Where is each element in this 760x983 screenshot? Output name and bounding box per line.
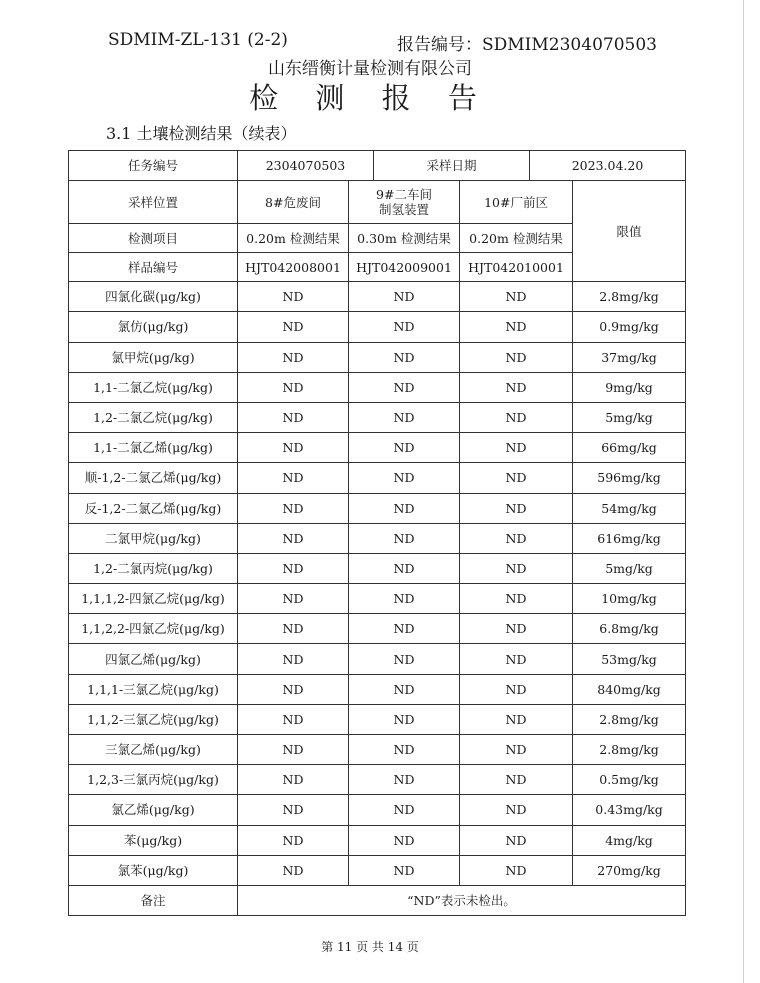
result-location-2: ND <box>349 855 460 885</box>
table-row <box>69 553 686 583</box>
limit-label: 限值 <box>573 181 686 282</box>
result-location-1: ND <box>238 765 349 795</box>
limit-value: 270mg/kg <box>573 855 686 885</box>
table-row <box>69 463 686 493</box>
remark-label: 备注 <box>69 885 238 915</box>
report-number: 报告编号：SDMIM2304070503 <box>397 35 657 55</box>
limit-value: 0.43mg/kg <box>573 795 686 825</box>
table-row <box>69 795 686 825</box>
analyte-name: 顺-1,2-二氯乙烯(μg/kg) <box>69 463 238 493</box>
result-location-3: ND <box>460 825 573 855</box>
report-title: 检 测 报 告 <box>249 81 491 115</box>
analyte-name: 四氯化碳(μg/kg) <box>69 282 238 312</box>
result-location-2: ND <box>349 765 460 795</box>
result-location-3: ND <box>460 463 573 493</box>
analyte-name: 1,1,1,2-四氯乙烷(μg/kg) <box>69 584 238 614</box>
result-location-1: ND <box>238 463 349 493</box>
table-row <box>69 735 686 765</box>
table-row <box>69 402 686 432</box>
table-row <box>69 584 686 614</box>
analyte-name: 1,2-二氯丙烷(μg/kg) <box>69 553 238 583</box>
result-location-1: ND <box>238 704 349 734</box>
limit-value: 0.5mg/kg <box>573 765 686 795</box>
limit-value: 6.8mg/kg <box>573 614 686 644</box>
depth-3: 0.20m 检测结果 <box>460 224 573 253</box>
result-location-1: ND <box>238 644 349 674</box>
sample-date-value: 2023.04.20 <box>530 151 686 181</box>
depth-2: 0.30m 检测结果 <box>349 224 460 253</box>
task-no-label: 任务编号 <box>69 151 238 181</box>
analyte-name: 氯乙烯(μg/kg) <box>69 795 238 825</box>
result-location-3: ND <box>460 433 573 463</box>
analyte-name: 三氯乙烯(μg/kg) <box>69 735 238 765</box>
result-location-2: ND <box>349 795 460 825</box>
table-row <box>69 372 686 402</box>
analyte-name: 四氯乙烯(μg/kg) <box>69 644 238 674</box>
result-location-2: ND <box>349 282 460 312</box>
analyte-name: 苯(μg/kg) <box>69 825 238 855</box>
analyte-name: 反-1,2-二氯乙烯(μg/kg) <box>69 493 238 523</box>
analyte-name: 氯苯(μg/kg) <box>69 855 238 885</box>
limit-value: 596mg/kg <box>573 463 686 493</box>
result-location-3: ND <box>460 523 573 553</box>
sample-no-1: HJT042008001 <box>238 253 349 282</box>
result-location-1: ND <box>238 584 349 614</box>
result-location-3: ND <box>460 584 573 614</box>
limit-value: 2.8mg/kg <box>573 704 686 734</box>
result-location-2: ND <box>349 433 460 463</box>
table-row <box>69 282 686 312</box>
remark-row <box>69 885 686 915</box>
limit-value: 5mg/kg <box>573 402 686 432</box>
limit-value: 5mg/kg <box>573 553 686 583</box>
analyte-name: 1,1-二氯乙烯(μg/kg) <box>69 433 238 463</box>
result-location-2: ND <box>349 584 460 614</box>
result-location-2: ND <box>349 523 460 553</box>
result-location-1: ND <box>238 674 349 704</box>
result-location-2: ND <box>349 402 460 432</box>
sample-date-label: 采样日期 <box>374 151 530 181</box>
result-location-1: ND <box>238 855 349 885</box>
page-number: 第 11 页 共 14 页 <box>321 940 419 954</box>
result-location-3: ND <box>460 282 573 312</box>
location-2-line2: 制氢装置 <box>378 202 429 218</box>
result-location-3: ND <box>460 855 573 885</box>
result-location-2: ND <box>349 312 460 342</box>
result-location-1: ND <box>238 795 349 825</box>
result-location-1: ND <box>238 342 349 372</box>
result-location-1: ND <box>238 372 349 402</box>
result-location-2: ND <box>349 704 460 734</box>
table-row <box>69 855 686 885</box>
limit-value: 840mg/kg <box>573 674 686 704</box>
result-location-3: ND <box>460 765 573 795</box>
limit-value: 10mg/kg <box>573 584 686 614</box>
limit-value: 2.8mg/kg <box>573 282 686 312</box>
analyte-name: 二氯甲烷(μg/kg) <box>69 523 238 553</box>
result-location-3: ND <box>460 553 573 583</box>
result-location-1: ND <box>238 735 349 765</box>
result-location-2: ND <box>349 342 460 372</box>
limit-value: 616mg/kg <box>573 523 686 553</box>
result-location-2: ND <box>349 614 460 644</box>
analyte-name: 1,2-二氯乙烷(μg/kg) <box>69 402 238 432</box>
location-1: 8#危废间 <box>238 181 349 224</box>
result-location-3: ND <box>460 704 573 734</box>
analyte-name: 1,1,2-三氯乙烷(μg/kg) <box>69 704 238 734</box>
result-location-1: ND <box>238 614 349 644</box>
table-row <box>69 523 686 553</box>
limit-value: 37mg/kg <box>573 342 686 372</box>
table-row <box>69 433 686 463</box>
result-location-1: ND <box>238 433 349 463</box>
result-location-1: ND <box>238 825 349 855</box>
soil-results-table <box>68 150 686 916</box>
limit-value: 0.9mg/kg <box>573 312 686 342</box>
result-location-2: ND <box>349 644 460 674</box>
result-location-3: ND <box>460 644 573 674</box>
table-row <box>69 312 686 342</box>
table-row <box>69 765 686 795</box>
limit-value: 4mg/kg <box>573 825 686 855</box>
section-heading: 3.1 土壤检测结果（续表） <box>106 124 297 143</box>
result-location-3: ND <box>460 795 573 825</box>
result-location-3: ND <box>460 614 573 644</box>
result-location-2: ND <box>349 553 460 583</box>
header-row-location <box>69 181 686 224</box>
location-2-line1: 9#二车间 <box>376 187 432 203</box>
result-location-2: ND <box>349 674 460 704</box>
result-location-2: ND <box>349 735 460 765</box>
result-location-3: ND <box>460 674 573 704</box>
sample-no-label: 样品编号 <box>69 253 238 282</box>
table-row <box>69 493 686 523</box>
analyte-name: 1,1,1-三氯乙烷(μg/kg) <box>69 674 238 704</box>
table-row <box>69 342 686 372</box>
table-row <box>69 825 686 855</box>
table-row <box>69 614 686 644</box>
sample-no-3: HJT042010001 <box>460 253 573 282</box>
table-row <box>69 674 686 704</box>
result-location-2: ND <box>349 463 460 493</box>
header-row-task <box>69 151 686 181</box>
limit-value: 54mg/kg <box>573 493 686 523</box>
result-location-2: ND <box>349 372 460 402</box>
table-row <box>69 704 686 734</box>
limit-value: 9mg/kg <box>573 372 686 402</box>
result-location-1: ND <box>238 282 349 312</box>
location-3: 10#厂前区 <box>460 181 573 224</box>
item-label: 检测项目 <box>69 224 238 253</box>
result-location-1: ND <box>238 553 349 583</box>
limit-value: 53mg/kg <box>573 644 686 674</box>
result-location-1: ND <box>238 312 349 342</box>
result-location-3: ND <box>460 372 573 402</box>
analyte-name: 氯仿(μg/kg) <box>69 312 238 342</box>
sample-no-2: HJT042009001 <box>349 253 460 282</box>
analyte-name: 氯甲烷(μg/kg) <box>69 342 238 372</box>
page-edge-line <box>743 0 744 983</box>
document-code: SDMIM-ZL-131 (2-2) <box>108 30 288 50</box>
location-2 <box>349 181 460 224</box>
analyte-name: 1,1,2,2-四氯乙烷(μg/kg) <box>69 614 238 644</box>
table-row <box>69 644 686 674</box>
location-label: 采样位置 <box>69 181 238 224</box>
analyte-name: 1,1-二氯乙烷(μg/kg) <box>69 372 238 402</box>
result-location-2: ND <box>349 825 460 855</box>
analyte-name: 1,2,3-三氯丙烷(μg/kg) <box>69 765 238 795</box>
result-location-1: ND <box>238 493 349 523</box>
result-location-3: ND <box>460 493 573 523</box>
result-location-3: ND <box>460 342 573 372</box>
result-location-1: ND <box>238 523 349 553</box>
task-no-value: 2304070503 <box>238 151 374 181</box>
limit-value: 2.8mg/kg <box>573 735 686 765</box>
result-location-1: ND <box>238 402 349 432</box>
result-location-3: ND <box>460 735 573 765</box>
result-location-2: ND <box>349 493 460 523</box>
result-location-3: ND <box>460 402 573 432</box>
company-name: 山东缙衡计量检测有限公司 <box>268 59 472 79</box>
result-location-3: ND <box>460 312 573 342</box>
remark-text: “ND”表示未检出。 <box>238 885 686 915</box>
limit-value: 66mg/kg <box>573 433 686 463</box>
depth-1: 0.20m 检测结果 <box>238 224 349 253</box>
